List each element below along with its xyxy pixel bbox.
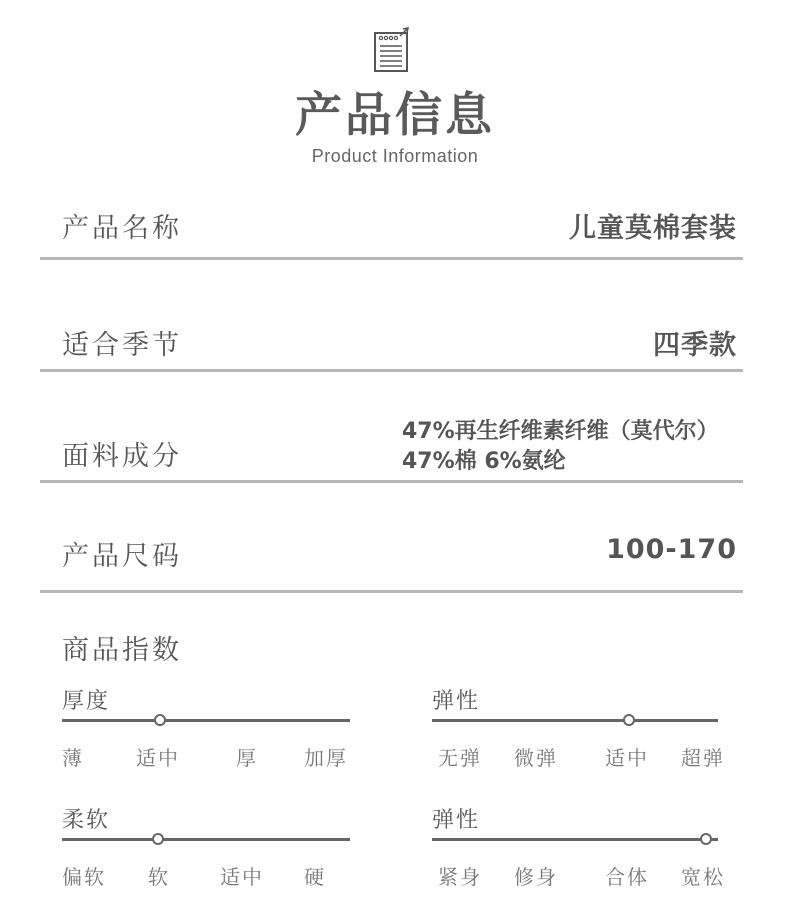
index-option: 薄	[62, 746, 84, 770]
info-value: 儿童莫棉套装	[569, 213, 737, 244]
index-option: 合体	[605, 865, 649, 889]
info-row-product-name	[40, 196, 743, 260]
index-track-elasticity	[432, 719, 718, 722]
index-option: 紧身	[438, 865, 482, 889]
index-option: 适中	[605, 746, 649, 770]
info-row-size	[40, 522, 743, 593]
index-track-fit	[432, 838, 718, 841]
info-label: 产品名称	[62, 213, 182, 244]
index-option: 微弹	[514, 746, 558, 770]
index-option: 适中	[220, 865, 264, 889]
page-title: 产品信息	[295, 88, 495, 143]
info-value: 100-170	[606, 534, 737, 565]
info-label: 面料成分	[62, 441, 182, 472]
index-option: 硬	[304, 865, 326, 889]
index-label-fit: 弹性	[432, 808, 481, 833]
info-value-line1: 47%再生纤维素纤维（莫代尔）	[402, 419, 719, 444]
index-label-thickness: 厚度	[62, 689, 111, 714]
info-label: 产品尺码	[62, 541, 182, 572]
info-value-line2: 47%棉 6%氨纶	[402, 449, 566, 474]
index-option: 厚	[236, 746, 258, 770]
index-option: 偏软	[62, 865, 106, 889]
info-label: 适合季节	[62, 330, 182, 361]
info-value: 四季款	[653, 330, 737, 361]
index-knob	[700, 833, 712, 845]
index-option: 适中	[136, 746, 180, 770]
index-label-elasticity: 弹性	[432, 689, 481, 714]
notepad-icon	[372, 26, 412, 74]
index-option: 加厚	[304, 746, 348, 770]
info-row-season	[40, 310, 743, 372]
index-option: 修身	[514, 865, 558, 889]
indices-title: 商品指数	[62, 635, 182, 666]
index-knob	[623, 714, 635, 726]
info-row-fabric	[40, 410, 743, 483]
index-option: 无弹	[438, 746, 482, 770]
index-option: 软	[148, 865, 170, 889]
index-label-softness: 柔软	[62, 808, 111, 833]
index-track-thickness	[62, 719, 350, 722]
index-track-softness	[62, 838, 350, 841]
index-option: 超弹	[681, 746, 725, 770]
index-knob	[152, 833, 164, 845]
page-subtitle: Product Information	[311, 146, 479, 166]
index-knob	[154, 714, 166, 726]
index-option: 宽松	[681, 865, 725, 889]
